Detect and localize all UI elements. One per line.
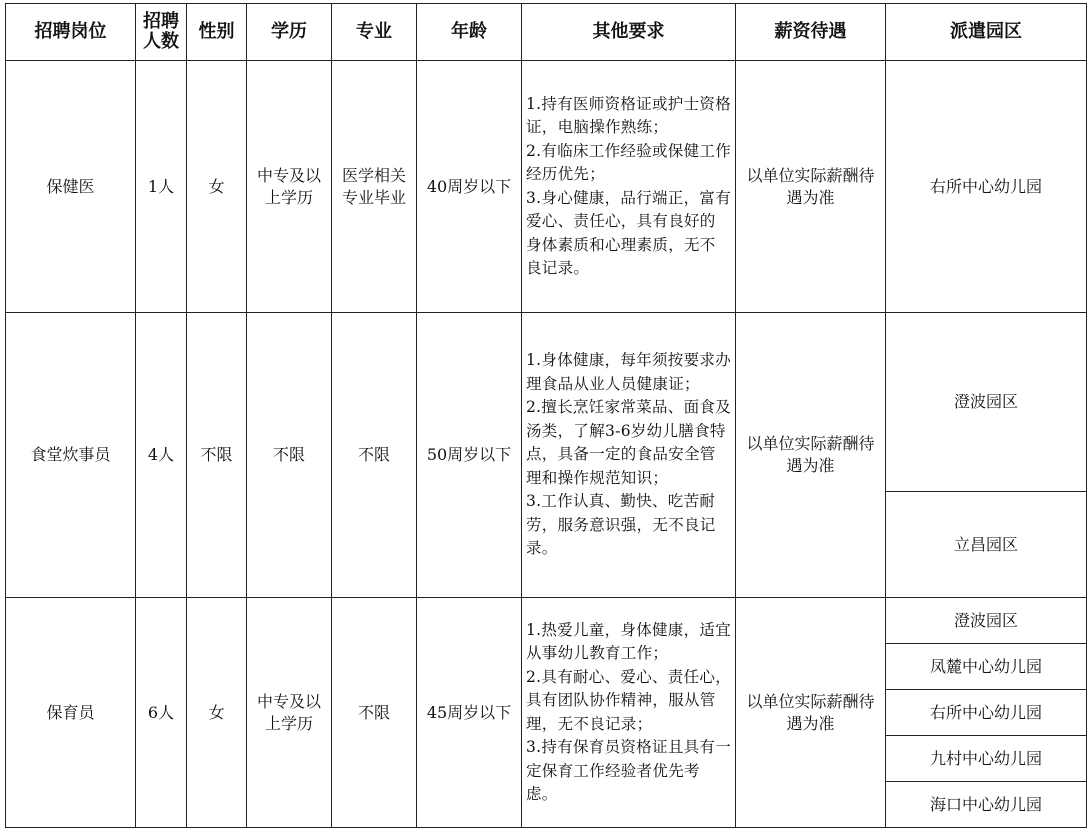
cell-education: 中专及以上学历 [247, 598, 332, 828]
cell-gender: 女 [187, 598, 247, 828]
table-row [6, 598, 1087, 644]
table-row [6, 313, 1087, 492]
cell-age: 50周岁以下 [417, 313, 522, 598]
cell-count: 6人 [136, 598, 187, 828]
requirement-item: 3.工作认真、勤快、吃苦耐劳，服务意识强，无不良记录。 [526, 492, 716, 558]
cell-education: 中专及以上学历 [247, 61, 332, 313]
header-count: 招聘人数 [136, 4, 187, 61]
cell-park: 右所中心幼儿园 [886, 690, 1087, 736]
cell-count: 4人 [136, 313, 187, 598]
requirement-item: 1.持有医师资格证或护士资格证，电脑操作熟练； [526, 94, 731, 136]
cell-requirements [522, 598, 736, 828]
cell-major: 不限 [332, 598, 417, 828]
cell-salary: 以单位实际薪酬待遇为准 [736, 598, 886, 828]
requirement-item: 2.有临床工作经验或保健工作经历优先； [526, 141, 731, 183]
requirement-item: 2.具有耐心、爱心、责任心，具有团队协作精神，服从管理，无不良记录； [526, 667, 731, 733]
cell-count: 1人 [136, 61, 187, 313]
cell-requirements [522, 61, 736, 313]
recruitment-table [5, 3, 1087, 828]
cell-park: 澄波园区 [886, 598, 1087, 644]
cell-age: 40周岁以下 [417, 61, 522, 313]
header-gender: 性别 [187, 4, 247, 61]
header-education: 学历 [247, 4, 332, 61]
cell-park: 九村中心幼儿园 [886, 736, 1087, 782]
cell-gender: 不限 [187, 313, 247, 598]
cell-salary: 以单位实际薪酬待遇为准 [736, 313, 886, 598]
cell-position: 食堂炊事员 [6, 313, 136, 598]
header-salary: 薪资待遇 [736, 4, 886, 61]
requirement-item: 1.热爱儿童，身体健康，适宜从事幼儿教育工作； [526, 620, 731, 662]
requirement-item: 3.身心健康，品行端正，富有爱心、责任心，具有良好的身体素质和心理素质，无不良记录。 [526, 188, 731, 277]
header-position: 招聘岗位 [6, 4, 136, 61]
header-major: 专业 [332, 4, 417, 61]
header-row [6, 4, 1087, 61]
requirement-item: 2.擅长烹饪家常菜品、面食及汤类，了解3-6岁幼儿膳食特点，具备一定的食品安全管理和操作规范知识； [526, 398, 731, 487]
cell-requirements [522, 313, 736, 598]
cell-major: 不限 [332, 313, 417, 598]
cell-position: 保育员 [6, 598, 136, 828]
cell-park: 右所中心幼儿园 [886, 61, 1087, 313]
cell-position: 保健医 [6, 61, 136, 313]
requirement-item: 1.身体健康，每年须按要求办理食品从业人员健康证； [526, 351, 731, 393]
cell-gender: 女 [187, 61, 247, 313]
header-age: 年龄 [417, 4, 522, 61]
cell-park: 凤麓中心幼儿园 [886, 644, 1087, 690]
header-requirements: 其他要求 [522, 4, 736, 61]
cell-park: 海口中心幼儿园 [886, 782, 1087, 828]
cell-major: 医学相关专业毕业 [332, 61, 417, 313]
cell-salary: 以单位实际薪酬待遇为准 [736, 61, 886, 313]
cell-park: 立昌园区 [886, 492, 1087, 598]
cell-education: 不限 [247, 313, 332, 598]
cell-age: 45周岁以下 [417, 598, 522, 828]
cell-park: 澄波园区 [886, 313, 1087, 492]
requirement-item: 3.持有保育员资格证且具有一定保育工作经验者优先考虑。 [526, 738, 731, 803]
header-park: 派遣园区 [886, 4, 1087, 61]
table-row [6, 61, 1087, 313]
